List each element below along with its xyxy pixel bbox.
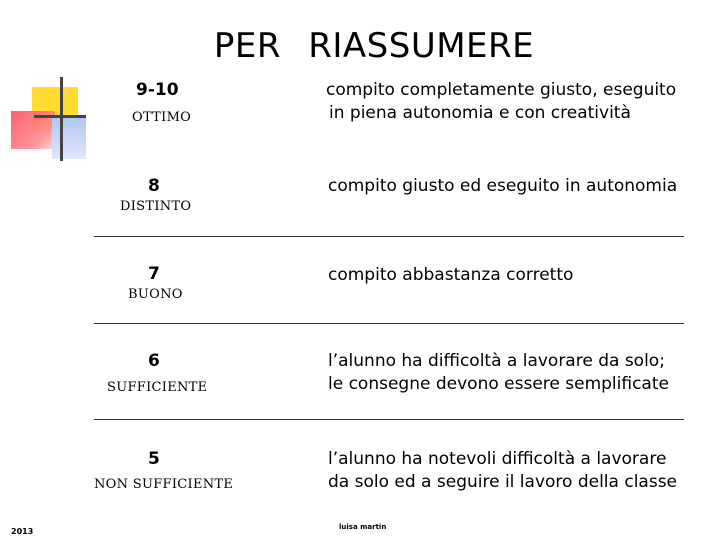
description-line: compito abbastanza corretto — [328, 265, 574, 285]
logo-horizontal-line — [34, 115, 86, 118]
footer-author: luisa martin — [339, 523, 387, 531]
description-line: da solo ed a seguire il lavoro della classe — [328, 472, 678, 492]
row-divider — [94, 323, 684, 324]
grade-description — [328, 175, 677, 198]
grade-label: OTTIMO — [132, 110, 192, 125]
grade-value: 6 — [148, 351, 160, 371]
description-line: compito completamente giusto, eseguito — [326, 80, 677, 100]
row-divider — [94, 236, 684, 237]
title-word-riassumere: RIASSUMERE — [308, 26, 535, 66]
logo-blue-square — [52, 115, 86, 159]
grade-value: 5 — [148, 449, 160, 469]
grade-value: 8 — [148, 176, 160, 196]
grade-description — [328, 350, 669, 396]
grade-label: BUONO — [128, 287, 183, 302]
description-line: l’alunno ha notevoli difficoltà a lavorare — [328, 449, 667, 469]
footer-year: 2013 — [11, 527, 34, 536]
grade-label: SUFFICIENTE — [107, 380, 208, 395]
row-divider — [94, 419, 684, 420]
grade-label: NON SUFFICIENTE — [94, 477, 234, 492]
decorative-logo — [0, 75, 100, 165]
description-line: compito giusto ed eseguito in autonomia — [328, 176, 678, 196]
grade-value: 9-10 — [136, 80, 179, 100]
logo-vertical-line — [60, 77, 63, 161]
description-line: in piena autonomia e con creatività — [329, 103, 631, 123]
description-line: l’alunno ha difficoltà a lavorare da solo; — [328, 351, 665, 371]
grade-value: 7 — [148, 264, 160, 284]
grade-description — [326, 79, 676, 125]
title-word-per: PER — [213, 26, 281, 66]
slide-title — [0, 26, 720, 66]
description-line: le consegne devono essere semplificate — [328, 374, 669, 394]
grade-description — [328, 264, 573, 287]
grade-label: DISTINTO — [120, 199, 192, 214]
grade-description — [328, 448, 677, 494]
